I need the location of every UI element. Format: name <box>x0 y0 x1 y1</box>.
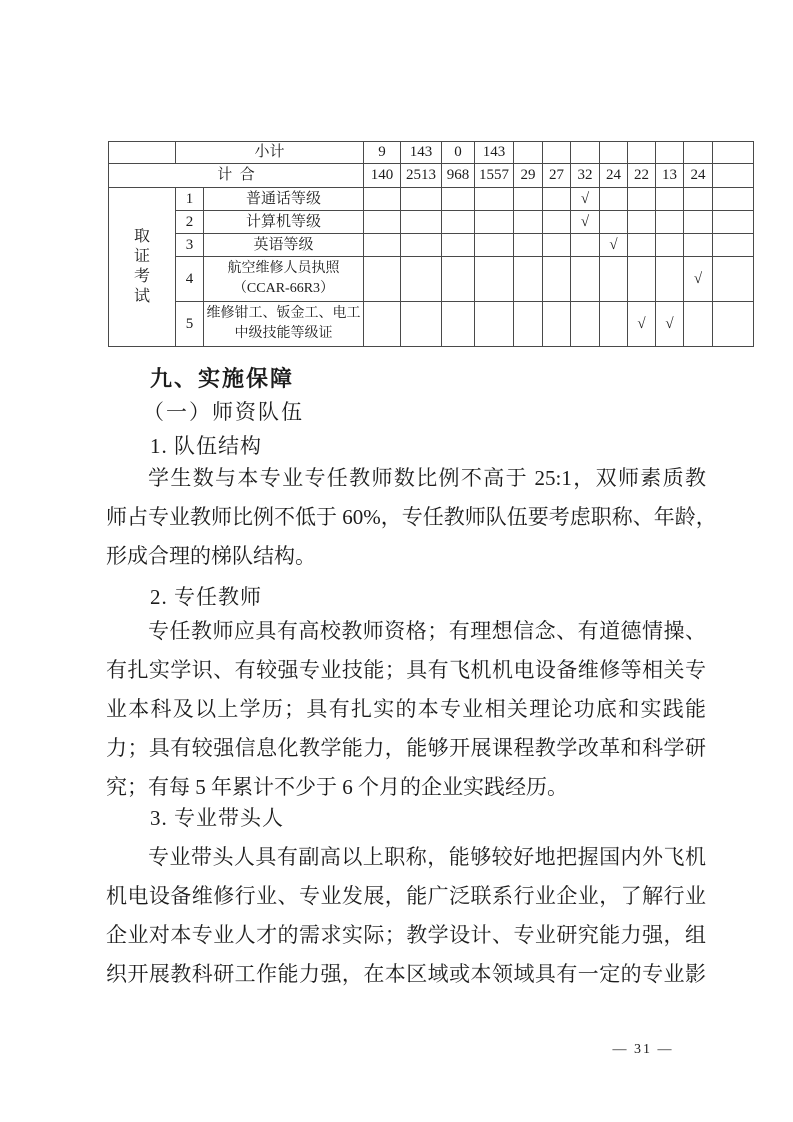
paragraph-1 <box>106 459 717 576</box>
value-cell <box>628 142 656 164</box>
paragraph-line: 业本科及以上学历；具有扎实的本专业相关理论功底和实践能 <box>106 697 706 721</box>
cert-group-cell <box>109 188 176 347</box>
check-cell <box>684 302 713 347</box>
row-number: 5 <box>176 302 204 347</box>
check-cell <box>656 211 684 234</box>
check-cell <box>684 211 713 234</box>
check-cell <box>475 257 514 302</box>
check-cell <box>684 188 713 211</box>
check-cell <box>442 211 475 234</box>
exam-name-line2: 中级技能等级证 <box>234 326 333 341</box>
table-row-exam <box>109 257 754 302</box>
check-cell <box>514 211 543 234</box>
check-cell <box>364 302 401 347</box>
check-cell <box>713 234 754 257</box>
row-number: 1 <box>176 188 204 211</box>
paragraph-2 <box>106 612 706 807</box>
exam-name <box>204 302 364 347</box>
paragraph-line: 师占专业教师比例不低于 60%，专任教师队伍要考虑职称、年龄， <box>106 505 717 529</box>
check-cell <box>628 188 656 211</box>
check-cell: √ <box>684 257 713 302</box>
check-cell <box>600 188 628 211</box>
value-cell: 22 <box>628 164 656 188</box>
check-cell <box>475 188 514 211</box>
check-cell: √ <box>571 188 600 211</box>
check-cell <box>600 302 628 347</box>
value-cell <box>600 142 628 164</box>
subtotal-label: 小计 <box>176 142 364 164</box>
check-cell <box>713 211 754 234</box>
table-row-subtotal <box>109 142 754 164</box>
check-cell <box>401 211 442 234</box>
check-cell <box>600 211 628 234</box>
row-number: 3 <box>176 234 204 257</box>
value-cell: 9 <box>364 142 401 164</box>
check-cell: √ <box>628 302 656 347</box>
total-label: 计 合 <box>109 164 364 188</box>
check-cell <box>656 257 684 302</box>
paragraph-line: 形成合理的梯队结构。 <box>106 544 316 568</box>
table-row-exam <box>109 188 754 211</box>
value-cell: 27 <box>543 164 571 188</box>
value-cell: 24 <box>684 164 713 188</box>
check-cell <box>713 188 754 211</box>
section-heading-main: 九、实施保障 <box>150 366 295 391</box>
exam-name <box>204 257 364 302</box>
paragraph-line: 机电设备维修行业、专业发展，能广泛联系行业企业，了解行业 <box>106 884 706 908</box>
check-cell: √ <box>571 211 600 234</box>
check-cell <box>543 211 571 234</box>
value-cell <box>713 164 754 188</box>
exam-name-line1: 航空维修人员执照 <box>227 261 340 276</box>
check-cell <box>442 234 475 257</box>
exam-name: 计算机等级 <box>204 211 364 234</box>
check-cell <box>628 211 656 234</box>
check-cell <box>364 234 401 257</box>
check-cell <box>401 257 442 302</box>
check-cell <box>401 302 442 347</box>
check-cell <box>401 188 442 211</box>
check-cell <box>514 188 543 211</box>
value-cell: 32 <box>571 164 600 188</box>
check-cell <box>514 234 543 257</box>
value-cell: 13 <box>656 164 684 188</box>
check-cell <box>600 257 628 302</box>
check-cell <box>475 211 514 234</box>
section-heading-sub: （一）师资队伍 <box>143 400 304 424</box>
row-number: 2 <box>176 211 204 234</box>
check-cell <box>571 257 600 302</box>
check-cell <box>628 234 656 257</box>
item-title-1: 1. 队伍结构 <box>150 434 262 458</box>
paragraph-line: 究；有每 5 年累计不少于 6 个月的企业实践经历。 <box>106 775 568 799</box>
value-cell: 0 <box>442 142 475 164</box>
row-number: 4 <box>176 257 204 302</box>
paragraph-line: 有扎实学识、有较强专业技能；具有飞机机电设备维修等相关专 <box>106 658 706 682</box>
exam-name: 英语等级 <box>204 234 364 257</box>
value-cell <box>543 142 571 164</box>
check-cell: √ <box>600 234 628 257</box>
table-row-exam <box>109 302 754 347</box>
check-cell <box>514 302 543 347</box>
value-cell: 1557 <box>475 164 514 188</box>
check-cell <box>514 257 543 302</box>
check-cell <box>364 188 401 211</box>
check-cell <box>364 257 401 302</box>
value-cell: 968 <box>442 164 475 188</box>
paragraph-3 <box>106 838 706 994</box>
check-cell <box>684 234 713 257</box>
empty-cell <box>109 142 176 164</box>
page-number: — 31 — <box>612 1042 674 1057</box>
check-cell <box>543 302 571 347</box>
exam-name: 普通话等级 <box>204 188 364 211</box>
value-cell: 143 <box>401 142 442 164</box>
table-row-exam <box>109 211 754 234</box>
check-cell <box>442 257 475 302</box>
check-cell <box>571 234 600 257</box>
value-cell: 24 <box>600 164 628 188</box>
check-cell <box>571 302 600 347</box>
exam-name-line2: （CCAR-66R3） <box>232 281 335 296</box>
value-cell <box>713 142 754 164</box>
value-cell: 29 <box>514 164 543 188</box>
check-cell <box>543 188 571 211</box>
paragraph-line: 专任教师应具有高校教师资格；有理想信念、有道德情操、 <box>148 619 706 643</box>
item-title-2: 2. 专任教师 <box>150 585 262 609</box>
value-cell <box>571 142 600 164</box>
check-cell <box>713 302 754 347</box>
certification-table <box>108 141 754 347</box>
value-cell: 140 <box>364 164 401 188</box>
value-cell: 143 <box>475 142 514 164</box>
exam-name-line1: 维修钳工、钣金工、电工 <box>206 306 361 321</box>
paragraph-line: 专业带头人具有副高以上职称，能够较好地把握国内外飞机 <box>148 845 706 869</box>
check-cell <box>475 302 514 347</box>
check-cell <box>713 257 754 302</box>
check-cell <box>543 234 571 257</box>
value-cell <box>656 142 684 164</box>
paragraph-line: 学生数与本专业专任教师数比例不高于 25:1，双师素质教 <box>148 466 706 490</box>
check-cell: √ <box>656 302 684 347</box>
check-cell <box>543 257 571 302</box>
paragraph-line: 力；具有较强信息化教学能力，能够开展课程教学改革和科学研 <box>106 736 706 760</box>
value-cell <box>684 142 713 164</box>
check-cell <box>656 188 684 211</box>
table-row-total <box>109 164 754 188</box>
check-cell <box>656 234 684 257</box>
check-cell <box>628 257 656 302</box>
check-cell <box>442 302 475 347</box>
table-row-exam <box>109 234 754 257</box>
check-cell <box>475 234 514 257</box>
paragraph-line: 织开展教科研工作能力强，在本区域或本领域具有一定的专业影 <box>106 962 706 986</box>
cert-group-label: 取证考试 <box>133 228 150 305</box>
item-title-3: 3. 专业带头人 <box>150 806 284 830</box>
check-cell <box>442 188 475 211</box>
check-cell <box>364 211 401 234</box>
check-cell <box>401 234 442 257</box>
paragraph-line: 企业对本专业人才的需求实际；教学设计、专业研究能力强，组 <box>106 923 706 947</box>
value-cell: 2513 <box>401 164 442 188</box>
value-cell <box>514 142 543 164</box>
